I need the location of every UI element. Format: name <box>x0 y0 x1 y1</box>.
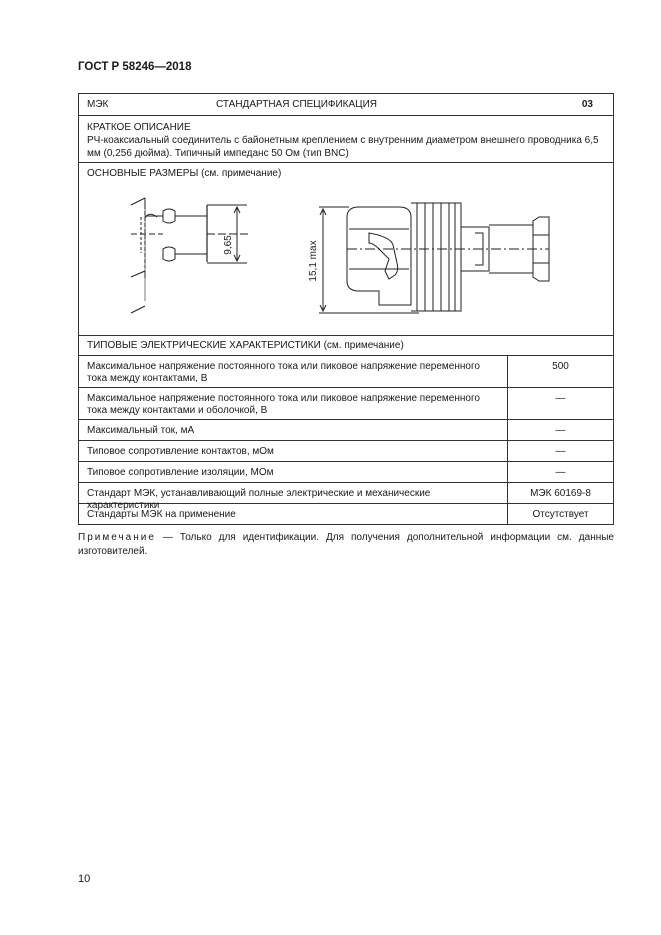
description-section <box>79 115 613 162</box>
description-heading: КРАТКОЕ ОПИСАНИЕ <box>87 122 191 133</box>
spec-org: МЭК <box>87 99 109 110</box>
dimension-max-label: 15,1 max <box>308 240 319 282</box>
table-row <box>79 482 613 511</box>
param-name: Максимальный ток, мА <box>79 420 508 440</box>
spec-table <box>78 93 614 525</box>
param-value: — <box>555 393 566 404</box>
param-name: Типовое сопротивление изоляции, МОм <box>79 462 508 482</box>
param-value: — <box>555 446 566 457</box>
connector-drawing <box>79 163 613 336</box>
description-text: РЧ-коаксиальный соединитель с байонетным креплением с внутренним диаметром внешнего проводника 6,5 мм (0,256 дюйма). Типичный импеданс 50 Ом (тип BNC) <box>87 135 599 159</box>
dimensions-section <box>79 162 613 335</box>
note-text: — Только для идентификации. Для получения дополнительной информации см. данные изготовителей. <box>78 532 614 557</box>
electrical-heading: ТИПОВЫЕ ЭЛЕКТРИЧЕСКИЕ ХАРАКТЕРИСТИКИ (см. примечание) <box>79 335 613 355</box>
param-name: Типовое сопротивление контактов, мОм <box>79 441 508 461</box>
param-name: Стандарт МЭК, устанавливающий полные электрические и механические характеристики <box>79 483 508 503</box>
param-value: 500 <box>552 361 569 372</box>
connector-side-view <box>347 203 549 311</box>
param-value: — <box>555 467 566 478</box>
param-value: МЭК 60169-8 <box>530 488 591 499</box>
table-row <box>79 440 613 461</box>
table-row <box>79 355 613 387</box>
param-name: Максимальное напряжение постоянного тока или пиковое напряжение переменного тока между контактами, В <box>79 356 508 387</box>
page-number: 10 <box>78 873 91 885</box>
document-code: ГОСТ Р 58246—2018 <box>78 61 192 73</box>
dimensions-heading: ОСНОВНЫЕ РАЗМЕРЫ (см. примечание) <box>87 168 282 179</box>
param-value: — <box>555 425 566 436</box>
spec-header-row <box>79 94 613 115</box>
note <box>78 531 614 559</box>
spec-number: 03 <box>581 99 593 110</box>
table-row <box>79 387 613 419</box>
note-label: Примечание <box>78 532 156 543</box>
table-row <box>79 419 613 440</box>
param-value: Отсутствует <box>532 509 589 520</box>
dimension-inner-label: 9,65 <box>223 235 234 255</box>
table-row <box>79 461 613 482</box>
param-name: Максимальное напряжение постоянного тока или пиковое напряжение переменного тока между контактами и оболочкой, В <box>79 388 508 419</box>
dimension-max <box>319 207 419 313</box>
table-row <box>79 503 613 524</box>
spec-title: СТАНДАРТНАЯ СПЕЦИФИКАЦИЯ <box>216 99 377 110</box>
param-name: Стандарты МЭК на применение <box>79 504 508 524</box>
